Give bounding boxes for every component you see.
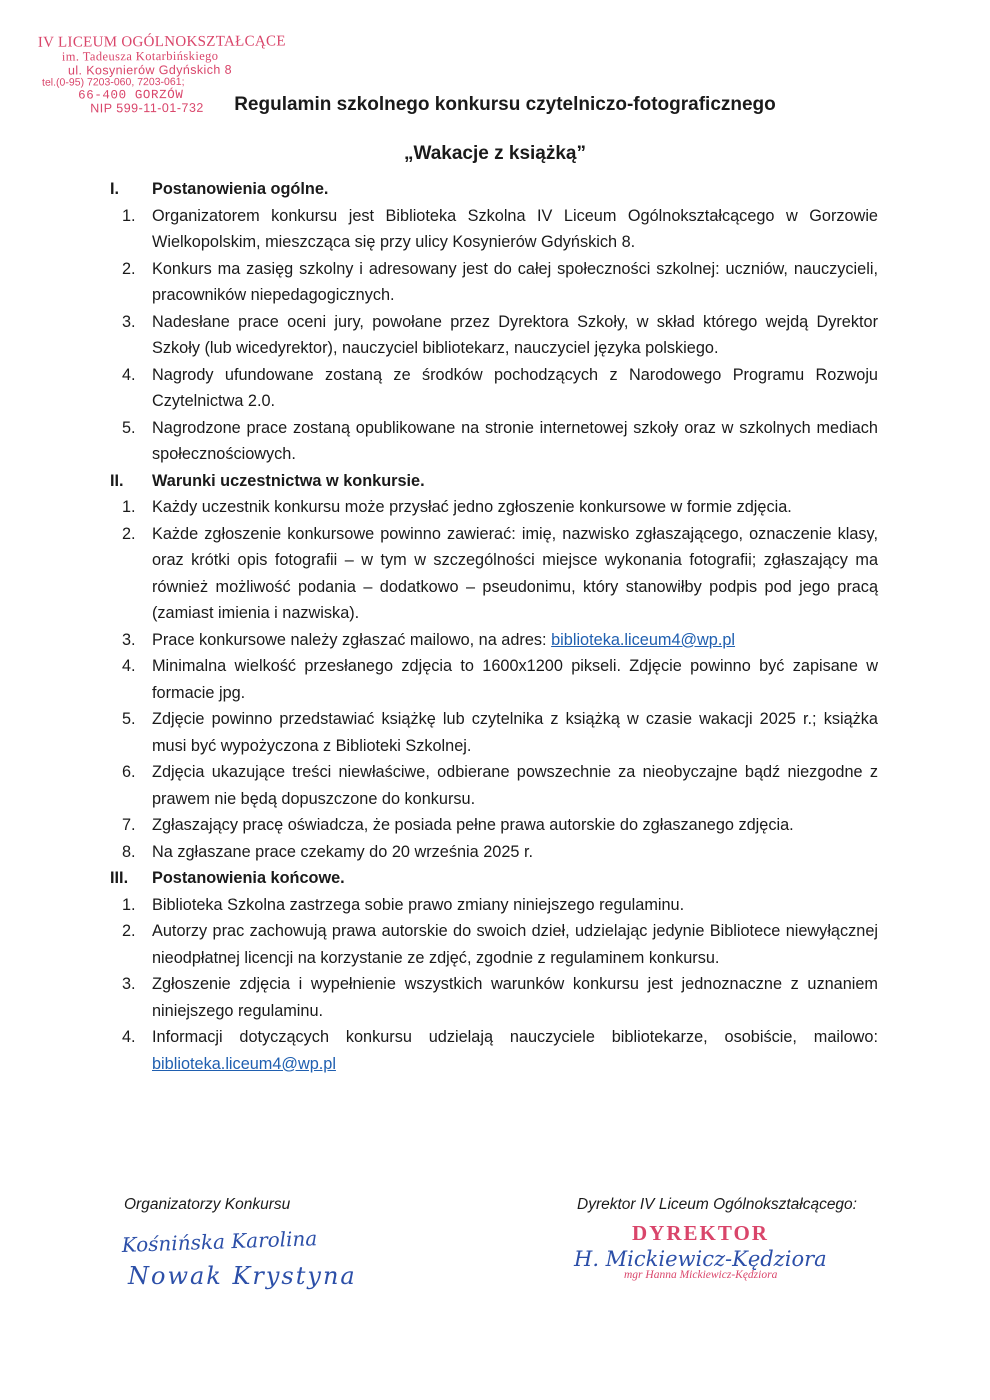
- signature-director: H. Mickiewicz-Kędziora: [574, 1247, 827, 1271]
- list-item: 8. Na zgłaszane prace czekamy do 20 września 2025 r.: [122, 842, 534, 861]
- list-item: 4. Nagrody ufundowane zostaną ze środków pochodzących z Narodowego Programu Rozwoju Czytelnictwa 2.0.: [122, 365, 878, 410]
- signature-line-2: Nowak Krystyna: [128, 1262, 357, 1290]
- list-item: 2. Autorzy prac zachowują prawa autorskie do swoich dzieł, udzielając jedynie Bibliotece niewyłącznej nieodpłatnej licencji na korzystanie ze zdjęć, zgodnie z regulaminem konkursu.: [122, 922, 878, 967]
- stamp-line-nip: NIP 599-11-01-732: [90, 100, 204, 116]
- section-heading: [110, 468, 878, 495]
- list-item: 2. Konkurs ma zasięg szkolny i adresowany jest do całej społeczności szkolnej: uczniów, nauczycieli, pracowników niepedagogicznych.: [122, 259, 878, 304]
- section-title: Warunki uczestnictwa w konkursie.: [152, 471, 425, 490]
- stamp-line-school: IV LICEUM OGÓLNOKSZTAŁCĄCE: [37, 33, 286, 51]
- signature-line-1: Kośnińska Karolina: [121, 1226, 318, 1257]
- section-title: Postanowienia końcowe.: [152, 869, 345, 887]
- director-label: Dyrektor IV Liceum Ogólnokształcącego:: [577, 1196, 857, 1213]
- director-stamp: DYREKTOR: [632, 1221, 769, 1245]
- list-item: 4. Minimalna wielkość przesłanego zdjęcia to 1600x1200 pikseli. Zdjęcie powinno być zapisane w formacie jpg.: [122, 657, 878, 702]
- list-item: 3. Zgłoszenie zdjęcia i wypełnienie wszystkich warunków konkursu jest jednoznaczne z uznaniem niniejszego regulaminu.: [122, 975, 878, 1020]
- organizers-label: Organizatorzy Konkursu: [124, 1196, 291, 1213]
- section-title: Postanowienia ogólne.: [152, 180, 329, 198]
- stamp-line-phone: tel.(0-95) 7203-060, 7203-061;: [42, 76, 185, 89]
- stamp-line-city: 66-400 GORZÓW: [78, 87, 184, 103]
- section-number: I.: [110, 180, 120, 198]
- list-item: 3. Prace konkursowe należy zgłaszać mailowo, na adres: biblioteka.liceum4@wp.pl: [122, 630, 736, 649]
- list-item: 5. Nagrodzone prace zostaną opublikowane na stronie internetowej szkoły oraz w szkolnych mediach społecznościowych.: [122, 418, 878, 463]
- director-name-stamp: mgr Hanna Mickiewicz-Kędziora: [624, 1269, 778, 1281]
- list-item: 5. Zdjęcie powinno przedstawiać książkę lub czytelnika z książką w czasie wakacji 2025 r.; książka musi być wypożyczona z Biblioteki Szkolnej.: [122, 710, 878, 755]
- regulations-body: [110, 176, 878, 1077]
- section-heading: [110, 176, 878, 203]
- section-heading: [110, 865, 878, 892]
- document-title: Regulamin szkolnego konkursu czytelniczo-fotograficznego: [234, 94, 776, 115]
- list-item: 6. Zdjęcia ukazujące treści niewłaściwe, odbierane powszechnie za nieobyczajne bądź niezgodne z prawem nie będą dopuszczone do konkursu.: [122, 763, 878, 808]
- list-item: 7. Zgłaszający pracę oświadcza, że posiada pełne prawa autorskie do zgłaszanego zdjęcia.: [122, 816, 794, 834]
- list-item: 3. Nadesłane prace oceni jury, powołane przez Dyrektora Szkoły, w skład którego wejdą Dyrektor Szkoły (lub wicedyrektor), nauczyciel bibliotekarz, nauczyciel języka polskiego.: [122, 312, 878, 357]
- list-item: 4. Informacji dotyczących konkursu udzielają nauczyciele bibliotekarze, osobiście, mailowo: biblioteka.liceum4@wp.pl: [122, 1028, 878, 1073]
- list-item: 1. Każdy uczestnik konkursu może przysłać jedno zgłoszenie konkursowe w formie zdjęcia.: [122, 498, 792, 516]
- list-item: 2. Każde zgłoszenie konkursowe powinno zawierać: imię, nazwisko zgłaszającego, oznaczenie klasy, oraz krótki opis fotografii – w tym w szczególności miejsce wykonania fotografii; zgłaszający ma również możliwość podania – dodatkowo – pseudonimu, który stanowiłby podpis pod jego pracą (zamiast imienia i nazwiska).: [122, 524, 878, 622]
- section-number: III.: [110, 869, 129, 887]
- stamp-line-patron: im. Tadeusza Kotarbińskiego: [61, 48, 219, 64]
- email-link[interactable]: biblioteka.liceum4@wp.pl: [551, 630, 736, 649]
- section-number: II.: [110, 471, 124, 490]
- document-subtitle: „Wakacje z książką”: [403, 143, 586, 164]
- list-item: 1. Biblioteka Szkolna zastrzega sobie prawo zmiany niniejszego regulaminu.: [122, 895, 685, 914]
- list-item: 1. Organizatorem konkursu jest Biblioteka Szkolna IV Liceum Ogólnokształcącego w Gorzowie Wielkopolskim, mieszcząca się przy ulicy Kosynierów Gdyńskich 8.: [122, 206, 878, 251]
- stamp-line-street: ul. Kosynierów Gdyńskich 8: [67, 62, 232, 78]
- organizers-signature: [118, 1218, 378, 1298]
- email-link[interactable]: biblioteka.liceum4@wp.pl: [152, 1054, 336, 1073]
